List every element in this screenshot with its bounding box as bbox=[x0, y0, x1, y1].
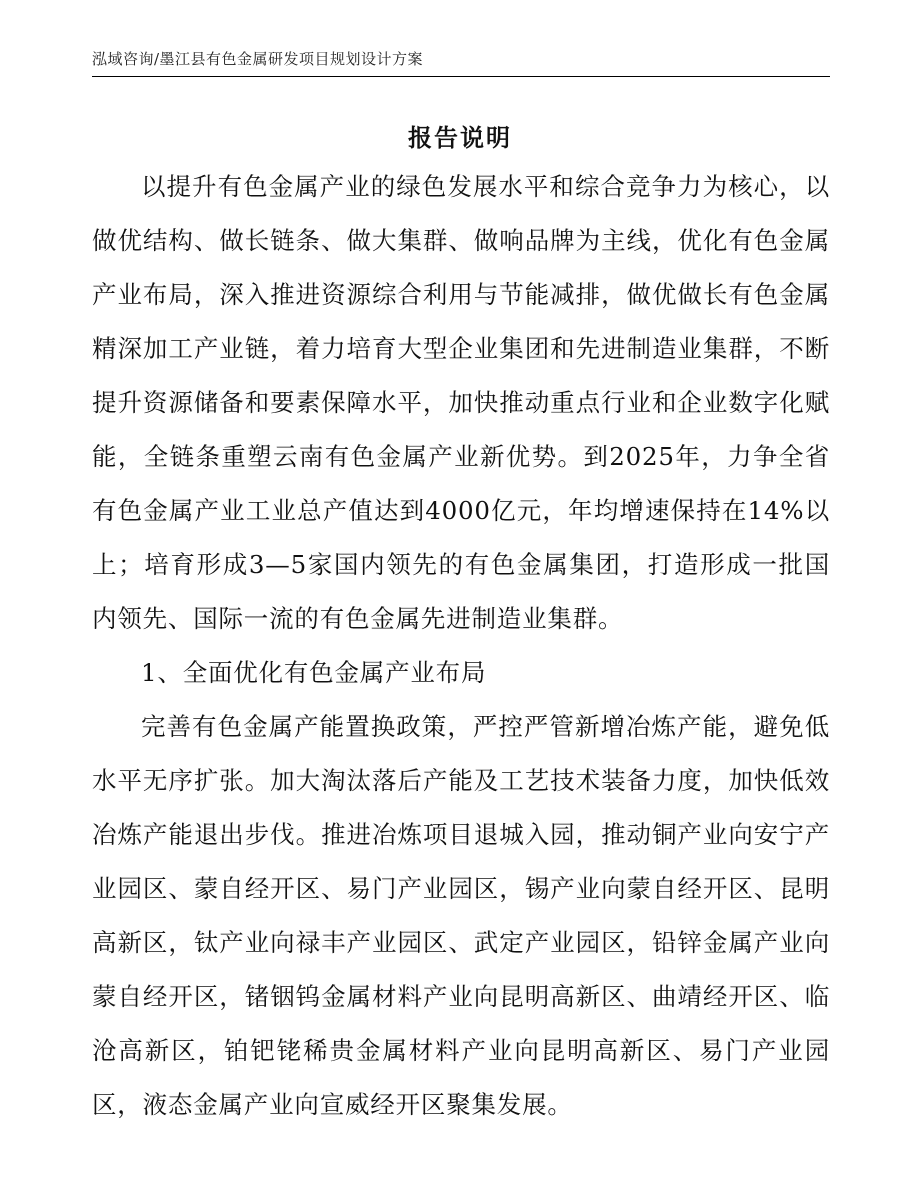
running-header: 泓域咨询/墨江县有色金属研发项目规划设计方案 bbox=[92, 50, 424, 68]
header-divider bbox=[92, 76, 830, 77]
section-paragraph: 完善有色金属产能置换政策，严控严管新增冶炼产能，避免低水平无序扩张。加大淘汰落后产能及工艺技术装备力度，加快低效冶炼产能退出步伐。推进冶炼项目退城入园，推动铜产业向安宁产业园区、蒙自经开区、易门产业园区，锡产业向蒙自经开区、昆明高新区，钛产业向禄丰产业园区、武定产业园区，铅锌金属产业向蒙自经开区，锗铟钨金属材料产业向昆明高新区、曲靖经开区、临沧高新区，铂钯铑稀贵金属材料产业向昆明高新区、易门产业园区，液态金属产业向宣威经开区聚集发展。 bbox=[92, 712, 830, 1119]
report-title: 报告说明 bbox=[408, 123, 512, 152]
report-body bbox=[92, 160, 830, 1132]
section-heading: 1、全面优化有色金属产业布局 bbox=[141, 658, 487, 687]
intro-paragraph: 以提升有色金属产业的绿色发展水平和综合竞争力为核心，以做优结构、做长链条、做大集群、做响品牌为主线，优化有色金属产业布局，深入推进资源综合利用与节能减排，做优做长有色金属精深加工产业链，着力培育大型企业集团和先进制造业集群，不断提升资源储备和要素保障水平，加快推动重点行业和企业数字化赋能，全链条重塑云南有色金属产业新优势。到2025年，力争全省有色金属产业工业总产值达到4000亿元，年均增速保持在14%以上；培育形成3—5家国内领先的有色金属集团，打造形成一批国内领先、国际一流的有色金属先进制造业集群。 bbox=[92, 172, 830, 633]
